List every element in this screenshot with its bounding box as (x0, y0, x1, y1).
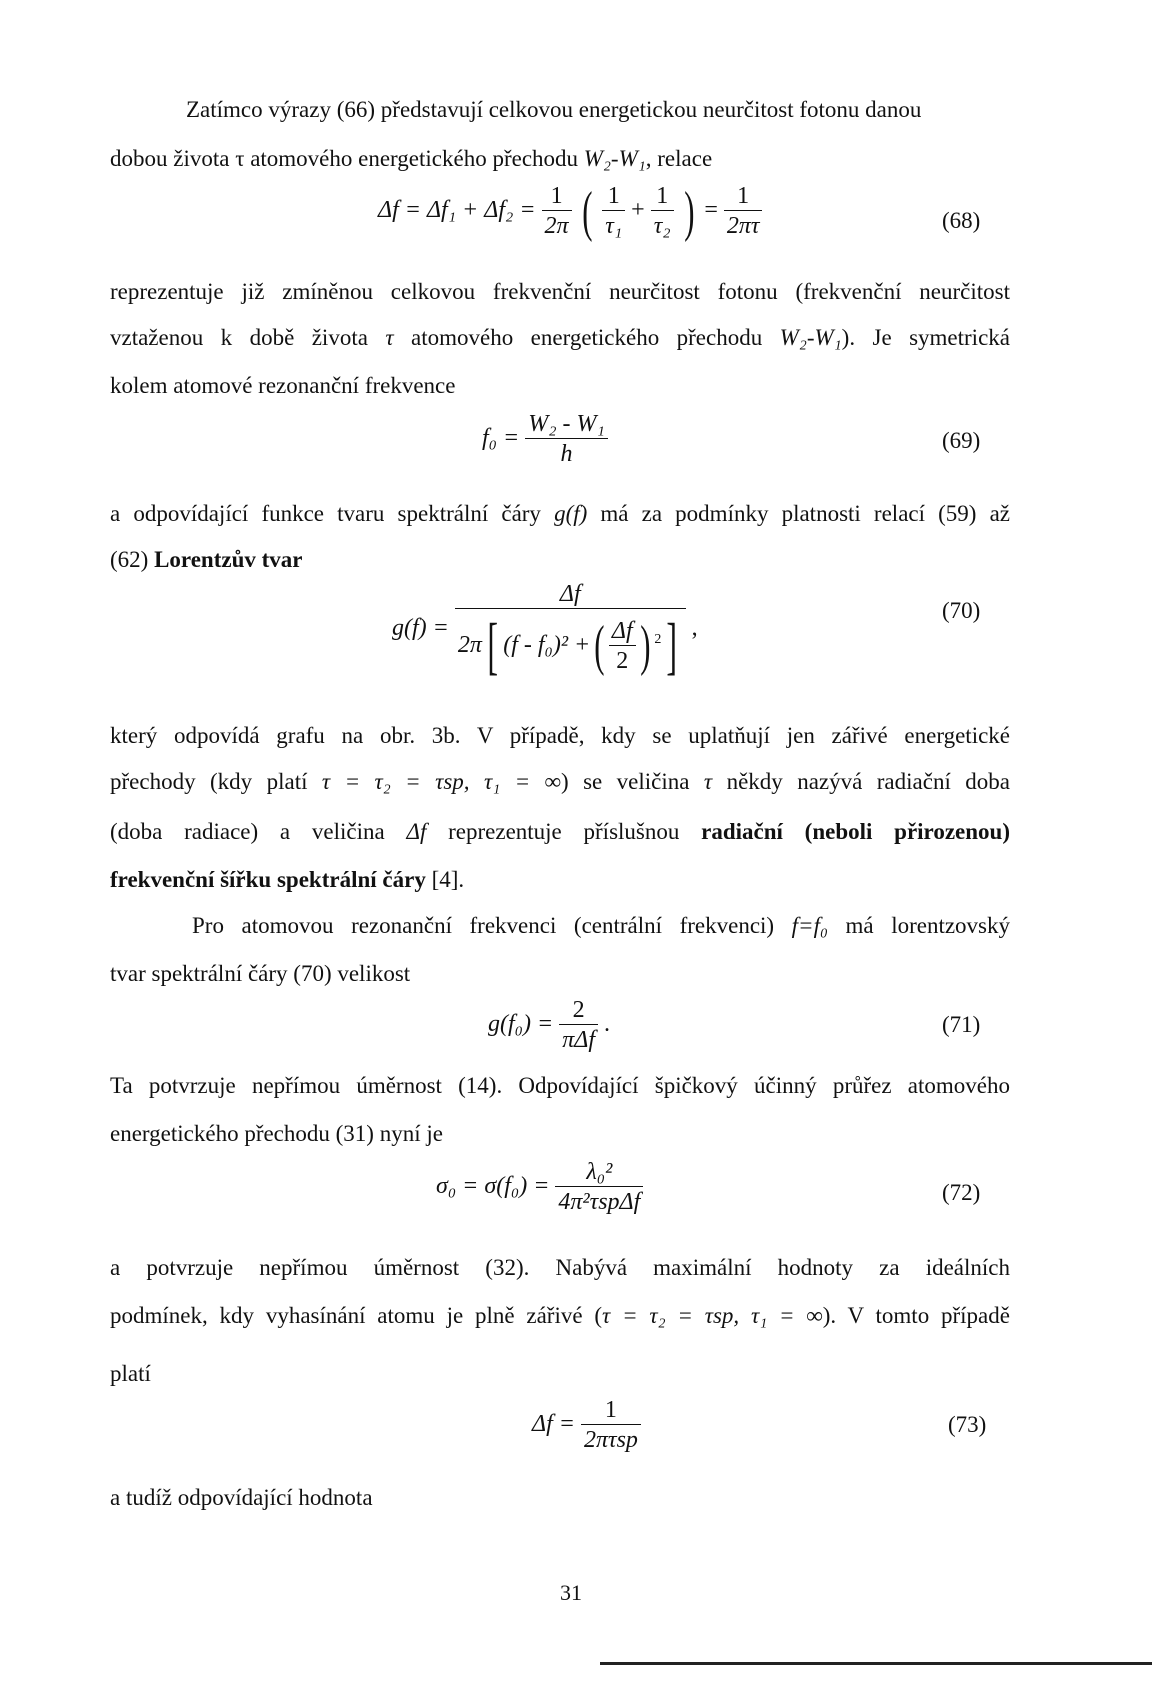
text-line: a odpovídající funkce tvaru spektrální čáry g(f) má za podmínky platnosti relací (59) až (110, 501, 1010, 526)
equation-number: (71) (942, 1012, 981, 1037)
page-number: 31 (560, 1580, 582, 1605)
equation-number: (73) (948, 1412, 987, 1437)
equation-69: f₀ = $\frac{\text{W₂ - W₁}}{h}$ (482, 410, 608, 469)
text-line: podmínek, kdy vyhasínání atomu je plně zářivé (τ = τ₂ = τsp, τ₁ = ∞). V tomto případě (110, 1303, 1010, 1328)
text-line: Zatímco výrazy (66) představují celkovou energetickou neurčitost fotonu danou (186, 97, 922, 122)
text-line: (62) Lorentzův tvar (110, 547, 303, 572)
equation-number: (72) (942, 1180, 981, 1205)
text-line: Pro atomovou rezonanční frekvenci (centrální frekvenci) f=f₀ má lorentzovský (192, 913, 1011, 938)
scan-edge-line (600, 1662, 1152, 1665)
text-line: dobou života τ atomového energetického přechodu W₂-W₁, relace (110, 146, 713, 171)
text-line: frekvenční šířku spektrální čáry [4]. (110, 867, 465, 892)
equation-70: g(f) = Δf 2π[ (f - f₀)² +( $\frac{\Delta f}{2}$ ) $^2$] , (392, 581, 698, 682)
text-line: platí (110, 1361, 151, 1386)
equation-number: (68) (942, 208, 981, 233)
equation-73: Δf = $\frac{1}{\text{2πτsp}}$ (532, 1396, 641, 1455)
equation-72: σ₀ = σ(f₀) = $\frac{\text{λ₀²}}{\text{4π²τspΔf}}$ (436, 1158, 643, 1217)
text-line: kolem atomové rezonanční frekvence (110, 373, 456, 398)
text-line: a potvrzuje nepřímou úměrnost (32). Nabývá maximální hodnoty za ideálních (110, 1255, 1010, 1280)
equation-number: (70) (942, 598, 981, 623)
text-line: vztaženou k době života τ atomového energetického přechodu W₂-W₁). Je symetrická (110, 325, 1010, 350)
text-line: Ta potvrzuje nepřímou úměrnost (14). Odpovídající špičkový účinný průřez atomového (110, 1073, 1010, 1098)
equation-71: g(f₀) = $\frac{2}{\text{πΔf}}$ . (488, 997, 610, 1053)
text-line: reprezentuje již zmíněnou celkovou frekvenční neurčitost fotonu (frekvenční neurčitost (110, 279, 1010, 304)
equation-number: (69) (942, 428, 981, 453)
text-line: tvar spektrální čáry (70) velikost (110, 961, 411, 986)
text-line: a tudíž odpovídající hodnota (110, 1485, 373, 1510)
text-line: přechody (kdy platí τ = τ₂ = τsp, τ₁ = ∞) se veličina τ někdy nazývá radiační doba (110, 769, 1010, 794)
equation-68: Δf = Δf₁ + Δf₂ = $\frac{1}{2\pi}$ ( $\frac{1}{\text{τ₁}}$ + $\frac{1}{\text{τ₂}}$ ) = $\frac{1}{2\pi\tau}$ (378, 182, 762, 241)
text-line: energetického přechodu (31) nyní je (110, 1121, 443, 1146)
text-line: který odpovídá grafu na obr. 3b. V případě, kdy se uplatňují jen zářivé energetické (110, 723, 1010, 748)
text-line: (doba radiace) a veličina Δf reprezentuje příslušnou radiační (neboli přirozenou) (110, 819, 1010, 844)
